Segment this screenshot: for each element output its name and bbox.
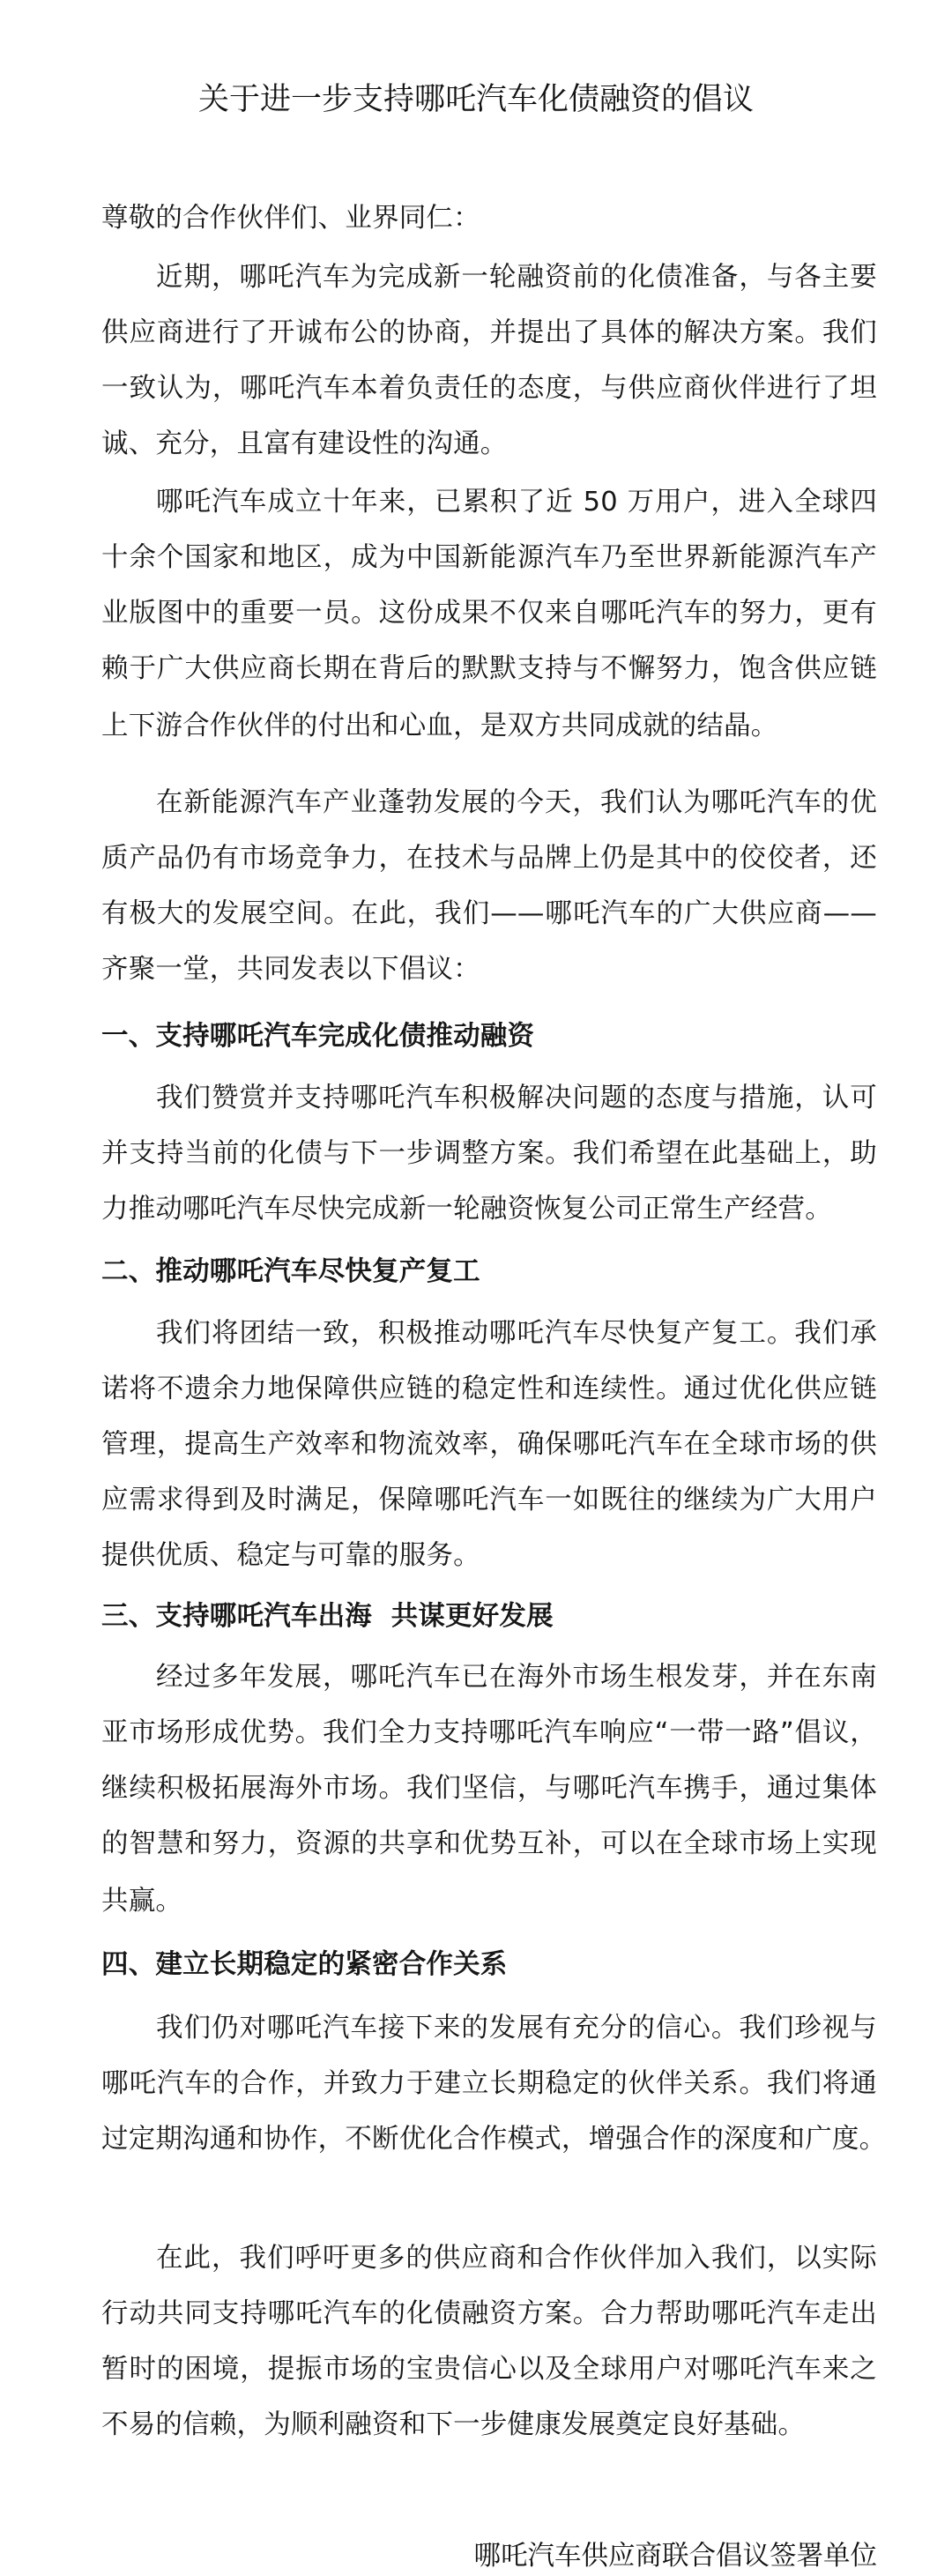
paragraph-line: 共赢。 [101,1886,183,1917]
paragraph-line: 过定期沟通和协作，不断优化合作模式，增强合作的深度和广度。 [101,2124,887,2155]
paragraph-line: 行动共同支持哪吒汽车的化债融资方案。合力帮助哪吒汽车走出 [101,2298,877,2329]
paragraph-line: 一致认为，哪吒汽车本着负责任的态度，与供应商伙伴进行了坦 [101,373,877,404]
paragraph-line: 在此，我们呼吁更多的供应商和合作伙伴加入我们，以实际 [156,2243,877,2274]
section-heading: 二、推动哪吒汽车尽快复产复工 [101,1256,480,1287]
paragraph-line: 我们将团结一致，积极推动哪吒汽车尽快复产复工。我们承 [156,1318,877,1349]
paragraph-line: 在新能源汽车产业蓬勃发展的今天，我们认为哪吒汽车的优 [156,787,877,818]
paragraph-line: 十余个国家和地区，成为中国新能源汽车乃至世界新能源汽车产 [101,542,877,573]
paragraph-line: 的智慧和努力，资源的共享和优势互补，可以在全球市场上实现 [101,1828,877,1859]
paragraph-line: 有极大的发展空间。在此，我们——哪吒汽车的广大供应商—— [101,898,877,929]
paragraph-line: 力推动哪吒汽车尽快完成新一轮融资恢复公司正常生产经营。 [101,1194,832,1225]
paragraph-line: 质产品仍有市场竞争力，在技术与品牌上仍是其中的佼佼者，还 [101,843,877,874]
paragraph-line: 亚市场形成优势。我们全力支持哪吒汽车响应“一带一路”倡议， [101,1717,877,1748]
paragraph-line: 齐聚一堂，共同发表以下倡议： [101,954,480,985]
paragraph-line: 赖于广大供应商长期在背后的默默支持与不懈努力，饱含供应链 [101,653,877,684]
paragraph-line: 我们仍对哪吒汽车接下来的发展有充分的信心。我们珍视与 [156,2013,877,2044]
paragraph-line: 继续积极拓展海外市场。我们坚信，与哪吒汽车携手，通过集体 [101,1773,877,1804]
paragraph-line: 管理，提高生产效率和物流效率，确保哪吒汽车在全球市场的供 [101,1429,877,1460]
paragraph-line: 诚、充分，且富有建设性的沟通。 [101,428,508,459]
paragraph-line: 并支持当前的化债与下一步调整方案。我们希望在此基础上，助 [101,1138,877,1169]
paragraph-line: 业版图中的重要一员。这份成果不仅来自哪吒汽车的努力，更有 [101,598,877,629]
paragraph-line: 不易的信赖，为顺利融资和下一步健康发展奠定良好基础。 [101,2409,806,2440]
paragraph-line: 上下游合作伙伴的付出和心血，是双方共同成就的结晶。 [101,711,778,741]
paragraph-line: 我们赞赏并支持哪吒汽车积极解决问题的态度与措施，认可 [156,1083,877,1113]
document-title: 关于进一步支持哪吒汽车化债融资的倡议 [197,82,754,117]
paragraph-line: 诺将不遗余力地保障供应链的稳定性和连续性。通过优化供应链 [101,1374,877,1404]
paragraph-line: 应需求得到及时满足，保障哪吒汽车一如既往的继续为广大用户 [101,1485,877,1515]
paragraph-line: 提供优质、稳定与可靠的服务。 [101,1540,480,1571]
section-heading: 三、支持哪吒汽车出海 共谋更好发展 [101,1601,554,1632]
section-heading: 四、建立长期稳定的紧密合作关系 [101,1949,508,1980]
paragraph-line: 哪吒汽车成立十年来，已累积了近 50 万用户，进入全球四 [156,487,877,517]
paragraph-line: 供应商进行了开诚布公的协商，并提出了具体的解决方案。我们 [101,317,877,348]
signature: 哪吒汽车供应商联合倡议签署单位 [473,2541,877,2572]
paragraph-line: 经过多年发展，哪吒汽车已在海外市场生根发芽，并在东南 [156,1662,877,1693]
section-heading: 一、支持哪吒汽车完成化债推动融资 [101,1021,535,1052]
greeting: 尊敬的合作伙伴们、业界同仁： [101,203,480,234]
paragraph-line: 暂时的困境，提振市场的宝贵信心以及全球用户对哪吒汽车来之 [101,2354,877,2385]
paragraph-line: 近期，哪吒汽车为完成新一轮融资前的化债准备，与各主要 [156,262,877,293]
paragraph-line: 哪吒汽车的合作，并致力于建立长期稳定的伙伴关系。我们将通 [101,2068,877,2099]
